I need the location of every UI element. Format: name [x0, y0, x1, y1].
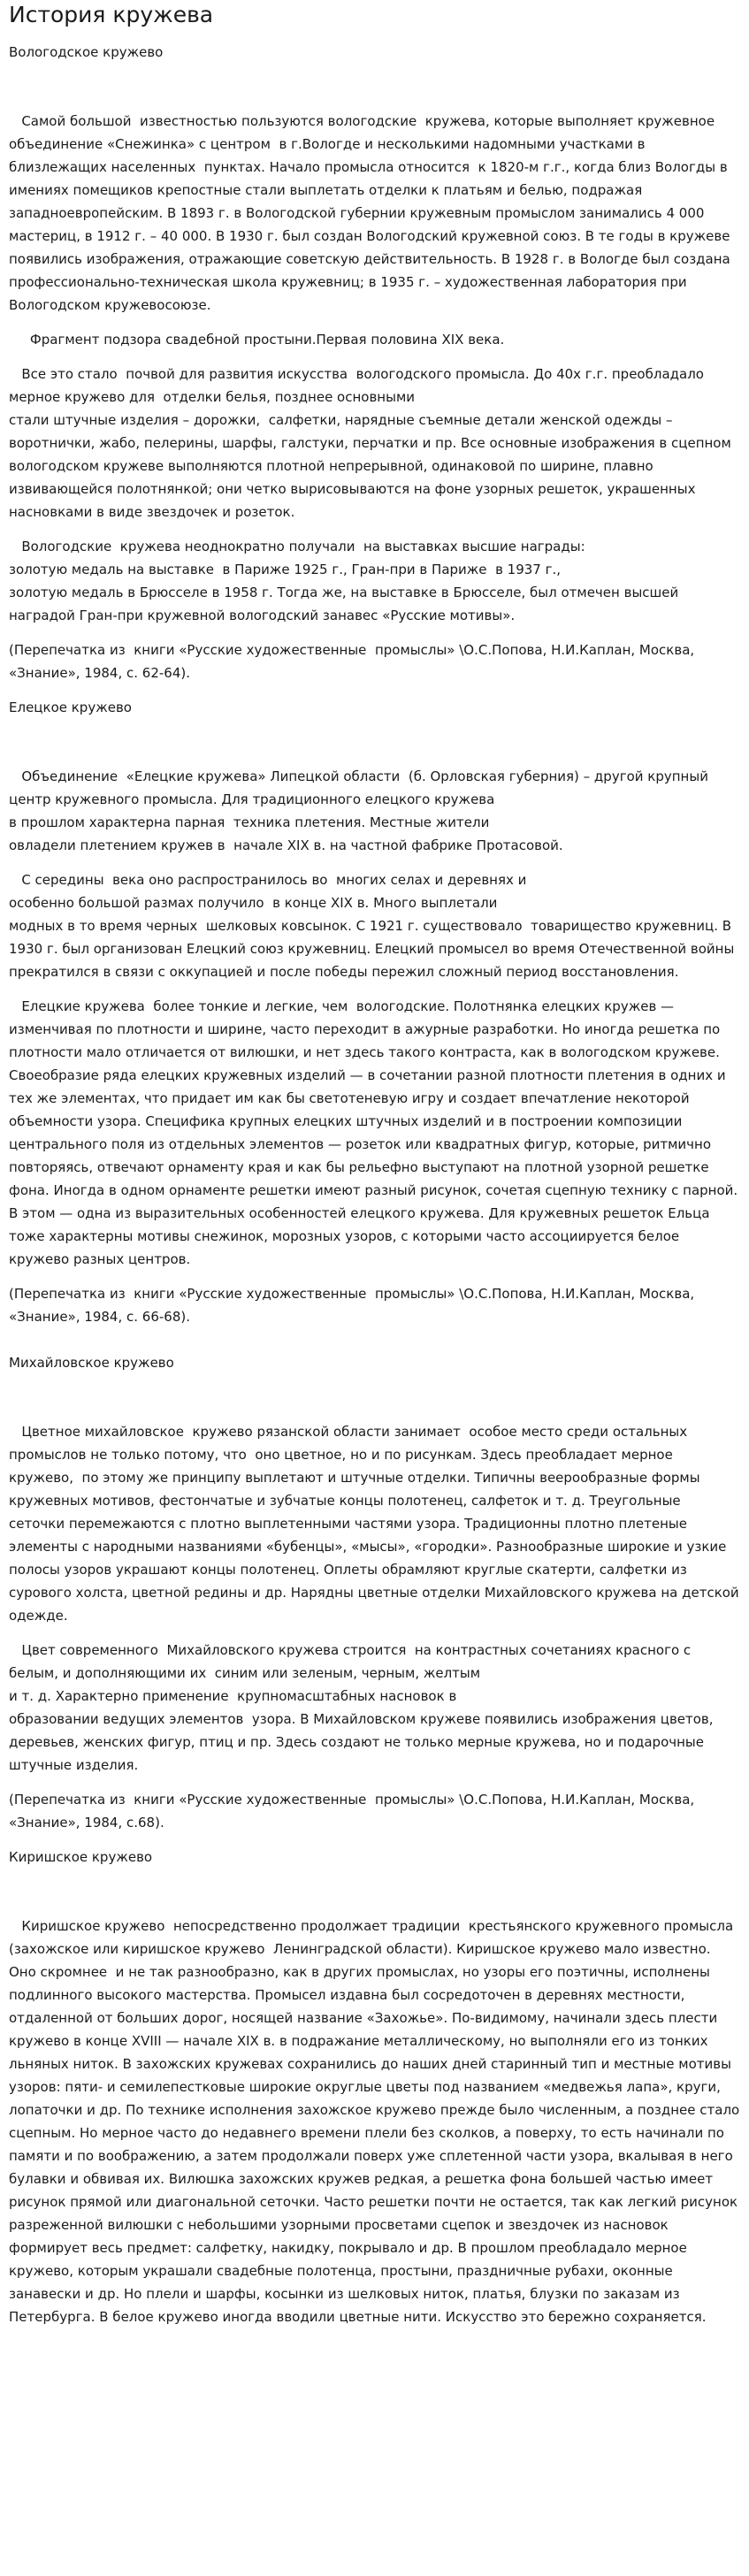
document-page — [0, 2, 749, 2328]
section-kirishi — [9, 1846, 744, 2328]
citation: (Перепечатка из книги «Русские художественные промыслы» \О.С.Попова, Н.И.Каплан, Москва, «Знание», 1984, с. 62-64). — [9, 642, 699, 681]
paragraph: С середины века оно распространилось во многих селах и деревнях и особенно большой размах получило в конце XIX в. Много выплетали модных в то время черных шелковых ковсынок. С 1921 г. существовало товарищество кружевниц. В 1930 г. был организован Елецкий союз кружевниц. Елецкий промысел во время Отечественной войны прекратился в связи с оккупацией и после победы пережил сложный период восстановления. — [9, 872, 735, 980]
paragraph: Цветное михайловское кружево рязанской области занимает особое место среди остальных промыслов не только потому, что оно цветное, но и по рисункам. Здесь преобладает мерное кружево, по этому же принципу выплетают и штучные отделки. Типичны веерообразные формы кружевных мотивов, фестончатые и зубчатые концы полотенец, салфеток и т. д. Треугольные сеточки перемежаются с плотно выплетенными частями узора. Традиционны плотно плетеные элементы с народными названиями «бубенцы», «мысы», «городки». Разнообразные широкие и узкие полосы узоров украшают концы полотенец. Оплеты обрамляют круглые скатерти, салфетки из сурового холста, цветной редины и др. Нарядны цветные отделки Михайловского кружева на детской одежде. — [9, 1424, 744, 1624]
section-yelets — [9, 696, 740, 1351]
paragraph: Киришское кружево непосредственно продолжает традиции крестьянского кружевного промысла (захожское или киришское кружево Ленинградской области). Киришское кружево мало известно. Оно скромнее и не так разнообразно, как в других промыслах, но узоры его поэтичны, исполнены подлинного высокого мастерства. Промысел издавна был сосредоточен в деревнях местности, отдаленной от больших дорог, носящей название «Захожье». По-видимому, начинали здесь плести кружево в конце XVIII — начале XIX в. в подражание металлическому, но выполняли его из тонких льняных ниток. В захожских кружевах сохранились до наших дней старинный тип и местные мотивы узоров: пяти- и семилепестковые широкие округлые цветы под названием «медвежья лапа», круги, лопаточки и др. По технике исполнения захожское кружево прежде было численным, а позднее стало сцепным. Но мерное часто до недавнего времени плели без сколков, а поверху, то есть начинали по памяти и по воображению, а затем продолжали поверх уже сплетенной части узора, вкалывая в него булавки и обвивая их. Вилюшка захожских кружев редкая, а решетка фона большей частью имеет рисунок прямой или диагональной сеточки. Часто решетки почти не остается, так как легкий рисунок разреженной вилюшки с небольшими узорными просветами сцепок и звездочек из насновок формирует весь предмет: салфетку, накидку, покрывало и др. В прошлом преобладало мерное кружево, которым украшали свадебные полотенца, простыни, праздничные рубахи, оконные занавески и др. Но плели и шарфы, косынки из шелковых ниток, платья, блузки по заказам из Петербурга. В белое кружево иногда вводили цветные нити. Искусство это бережно сохраняется. — [9, 1918, 744, 2325]
section-heading: Елецкое кружево — [9, 699, 132, 715]
paragraph: Все это стало почвой для развития искусства вологодского промысла. До 40х г.г. преобладало мерное кружево для отделки белья, позднее основными стали штучные изделия – дорожки, салфетки, нарядные съемные детали женской одежды – воротнички, жабо, пелерины, шарфы, галстуки, перчатки и пр. Все основные изображения в сцепном вологодском кружеве выполняются плотной непрерывной, одинаковой по ширине, плавно извивающейся полотнянкой; они четко вырисовываются на фоне узорных решеток, украшенных насновками в виде звездочек и розеток. — [9, 366, 731, 520]
section-heading: Вологодское кружево — [9, 44, 164, 60]
section-heading: Киришское кружево — [9, 1849, 153, 1865]
citation: (Перепечатка из книги «Русские художественные промыслы» \О.С.Попова, Н.И.Каплан, Москва, «Знание», 1984, с. 66-68). — [9, 1286, 699, 1325]
section-mikhailov — [9, 1351, 744, 1846]
image-caption: Фрагмент подзора свадебной простыни.Первая половина XIX века. — [9, 332, 505, 348]
paragraph: Елецкие кружева более тонкие и легкие, чем вологодские. Полотнянка елецких кружев — изменчивая по плотности и ширине, часто переходит в ажурные разработки. Но иногда решетка по плотности мало отличается от вилюшки, и нет здесь такого контраста, как в вологодском кружеве. Своеобразие ряда елецких кружевных изделий — в сочетании разной плотности плетения в одних и тех же элементах, что придает им как бы светотеневую игру и создает впечатление некоторой объемности узора. Специфика крупных елецких штучных изделий и в построении композиции центрального поля из отдельных элементов — розеток или квадратных фигур, которые, ритмично повторяясь, отвечают орнаменту края и как бы рельефно выступают на плотной узорной решетке фона. Иногда в одном орнаменте решетки имеют разный рисунок, сочетая сцепную технику с парной. В этом — одна из выразительных особенностей елецкого кружева. Для кружевных решеток Ельца тоже характерны мотивы снежинок, морозных узоров, с которыми часто ассоциируется белое кружево разных центров. — [9, 998, 742, 1267]
paragraph: Самой большой известностью пользуются вологодские кружева, которые выполняет кружевное объединение «Снежинка» с центром в г.Вологде и несколькими надомными участками в близлежащих населенных пунктах. Начало промысла относится к 1820-м г.г., когда близ Вологды в имениях помещиков крепостные стали выплетать отделки к платьям и белью, подражая западноевропейским. В 1893 г. в Вологодской губернии кружевным промыслом занимались 4 000 мастериц, в 1912 г. – 40 000. В 1930 г. был создан Вологодский кружевной союз. В те годы в кружеве появились изображения, отражающие советскую действительность. В 1928 г. в Вологде был создана профессионально-техническая школа кружевниц; в 1935 г. – художественная лаборатория при Вологодском кружевосоюзе. — [9, 113, 735, 313]
citation: (Перепечатка из книги «Русские художественные промыслы» \О.С.Попова, Н.И.Каплан, Москва, «Знание», 1984, с.68). — [9, 1792, 699, 1831]
section-heading: Михайловское кружево — [9, 1355, 174, 1371]
paragraph: Вологодские кружева неоднократно получали на выставках высшие награды: золотую медаль на выставке в Париже 1925 г., Гран-при в Париже в 1937 г., золотую медаль в Брюсселе в 1958 г. Тогда же, на выставке в Брюсселе, был отмечен высшей наградой Гран-при кружевной вологодский занавес «Русские мотивы». — [9, 539, 679, 623]
section-vologda — [9, 41, 740, 696]
paragraph: Цвет современного Михайловского кружева строится на контрастных сочетаниях красного с белым, и дополняющими их синим или зеленым, черным, желтым и т. д. Характерно применение крупномасштабных насновок в образовании ведущих элементов узора. В Михайловском кружеве появились изображения цветов, деревьев, женских фигур, птиц и пр. Здесь создают не только мерные кружева, но и подарочные штучные изделия. — [9, 1642, 714, 1773]
paragraph: Объединение «Елецкие кружева» Липецкой области (б. Орловская губерния) – другой крупный центр кружевного промысла. Для традиционного елецкого кружева в прошлом характерна парная техника плетения. Местные жители овладели плетением кружев в начале XIX в. на частной фабрике Протасовой. — [9, 768, 708, 853]
page-title: История кружева — [9, 2, 214, 27]
